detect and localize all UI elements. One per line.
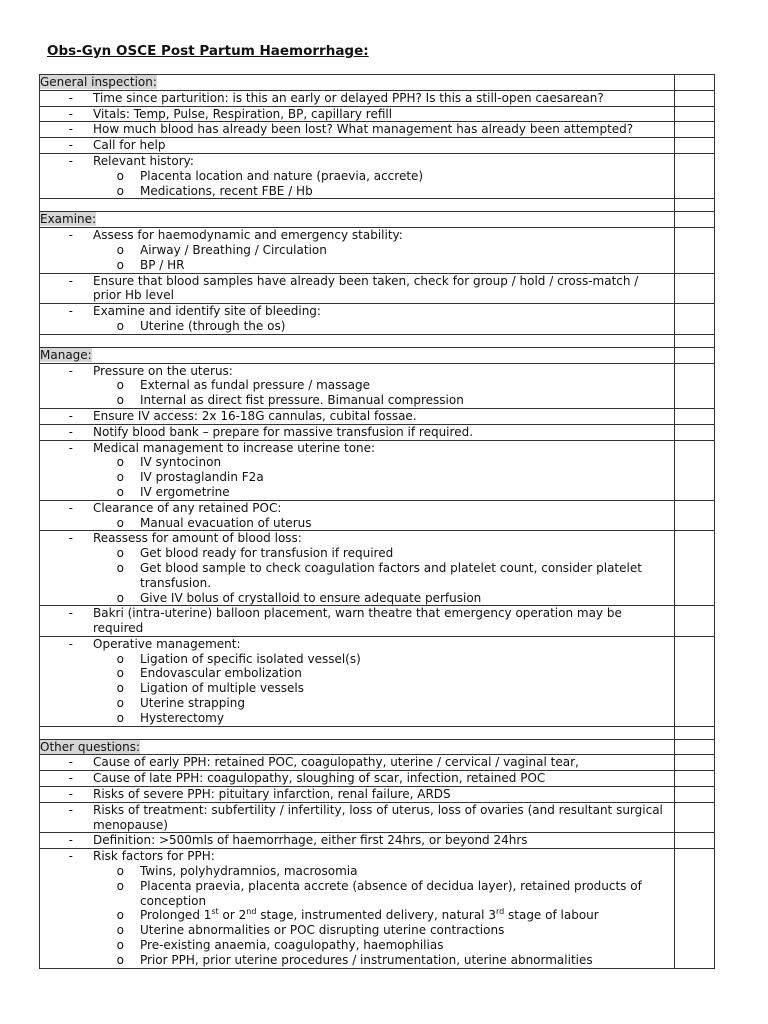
sub-item-text: Airway / Breathing / Circulation bbox=[140, 242, 327, 257]
dash-bullet: - bbox=[68, 787, 73, 802]
sub-item-text: Uterine (through the os) bbox=[140, 318, 286, 333]
sub-item bbox=[40, 258, 674, 273]
checklist-row bbox=[40, 363, 715, 408]
item-text: Cause of early PPH: retained POC, coagulopathy, uterine / cervical / vaginal tear, bbox=[93, 755, 579, 770]
item-text: Risks of treatment: subfertility / infertility, loss of uterus, loss of ovaries (and resultant surgical menopause) bbox=[93, 802, 663, 832]
list-item bbox=[40, 154, 674, 169]
circle-bullet: o bbox=[116, 908, 124, 923]
checklist-row bbox=[40, 755, 715, 771]
list-item bbox=[40, 501, 674, 516]
list-item bbox=[40, 91, 674, 106]
circle-bullet: o bbox=[116, 651, 124, 666]
item-text: How much blood has already been lost? What management has already been attempted? bbox=[93, 122, 634, 137]
checklist-row bbox=[40, 122, 715, 138]
circle-bullet: o bbox=[116, 590, 124, 605]
item-text: Examine and identify site of bleeding: bbox=[93, 304, 321, 319]
checklist-row bbox=[40, 228, 715, 273]
sub-item-text: Placenta praevia, placenta accrete (absence of decidua layer), retained products of conception bbox=[140, 878, 642, 908]
checklist-row bbox=[40, 771, 715, 787]
dash-bullet: - bbox=[68, 90, 73, 105]
list-item bbox=[40, 425, 674, 440]
item-text: Reassess for amount of blood loss: bbox=[93, 531, 302, 546]
checkbox-cell bbox=[675, 606, 715, 637]
list-item bbox=[40, 771, 674, 786]
sub-item-text: Twins, polyhydramnios, macrosomia bbox=[140, 864, 358, 879]
circle-bullet: o bbox=[116, 484, 124, 499]
sub-item-text: IV ergometrine bbox=[140, 484, 230, 499]
list-item bbox=[40, 228, 674, 243]
sub-item-text: External as fundal pressure / massage bbox=[140, 378, 370, 393]
checkbox-cell bbox=[675, 787, 715, 803]
dash-bullet: - bbox=[68, 802, 73, 817]
checklist-row bbox=[40, 833, 715, 849]
sub-item bbox=[40, 652, 674, 667]
checklist-row bbox=[40, 500, 715, 531]
item-text: Operative management: bbox=[93, 636, 241, 651]
checkbox-cell bbox=[675, 212, 715, 228]
checkbox-cell bbox=[675, 122, 715, 138]
sub-item-text: Internal as direct fist pressure. Bimanual compression bbox=[140, 393, 464, 408]
circle-bullet: o bbox=[116, 952, 124, 967]
dash-bullet: - bbox=[68, 849, 73, 864]
checkbox-cell bbox=[675, 347, 715, 363]
section-heading-row bbox=[40, 75, 715, 91]
sub-item-text: Prior PPH, prior uterine procedures / instrumentation, uterine abnormalities bbox=[140, 952, 593, 967]
section-heading-row bbox=[40, 739, 715, 755]
checklist-row bbox=[40, 787, 715, 803]
list-item bbox=[40, 803, 674, 833]
dash-bullet: - bbox=[68, 531, 73, 546]
item-text: Clearance of any retained POC: bbox=[93, 500, 282, 515]
dash-bullet: - bbox=[68, 424, 73, 439]
sub-item bbox=[40, 485, 674, 500]
list-item bbox=[40, 107, 674, 122]
circle-bullet: o bbox=[116, 168, 124, 183]
item-text: Assess for haemodynamic and emergency stability: bbox=[93, 228, 403, 243]
checklist-row bbox=[40, 153, 715, 198]
sub-item bbox=[40, 711, 674, 726]
sub-item bbox=[40, 561, 674, 591]
sub-item bbox=[40, 470, 674, 485]
circle-bullet: o bbox=[116, 393, 124, 408]
checkbox-cell bbox=[675, 849, 715, 968]
item-text: Cause of late PPH: coagulopathy, sloughing of scar, infection, retained POC bbox=[93, 771, 546, 786]
section-heading: Manage: bbox=[40, 347, 92, 362]
checklist-row bbox=[40, 273, 715, 304]
list-item bbox=[40, 274, 674, 304]
circle-bullet: o bbox=[116, 938, 124, 953]
circle-bullet: o bbox=[116, 560, 124, 575]
sub-item-text: Uterine abnormalities or POC disrupting uterine contractions bbox=[140, 923, 505, 938]
spacer-row bbox=[40, 334, 715, 347]
circle-bullet: o bbox=[116, 546, 124, 561]
dash-bullet: - bbox=[68, 755, 73, 770]
sub-item-text: IV syntocinon bbox=[140, 455, 222, 470]
dash-bullet: - bbox=[68, 408, 73, 423]
sub-item bbox=[40, 516, 674, 531]
item-text: Time since parturition: is this an early or delayed PPH? Is this a still-open caesarean? bbox=[93, 90, 604, 105]
sub-item bbox=[40, 169, 674, 184]
dash-bullet: - bbox=[68, 440, 73, 455]
checkbox-cell bbox=[675, 363, 715, 408]
circle-bullet: o bbox=[116, 318, 124, 333]
item-text: Call for help bbox=[93, 138, 166, 153]
sub-item-text: Hysterectomy bbox=[140, 710, 224, 725]
sub-item bbox=[40, 681, 674, 696]
section-heading: General inspection: bbox=[40, 75, 157, 89]
dash-bullet: - bbox=[68, 636, 73, 651]
dash-bullet: - bbox=[68, 106, 73, 121]
list-item bbox=[40, 606, 674, 636]
sub-item bbox=[40, 696, 674, 711]
circle-bullet: o bbox=[116, 242, 124, 257]
item-text: Definition: >500mls of haemorrhage, either first 24hrs, or beyond 24hrs bbox=[93, 833, 528, 848]
item-text: Risks of severe PPH: pituitary infarction, renal failure, ARDS bbox=[93, 787, 451, 802]
dash-bullet: - bbox=[68, 771, 73, 786]
checklist-row bbox=[40, 138, 715, 154]
sub-item bbox=[40, 666, 674, 681]
checkbox-cell bbox=[675, 424, 715, 440]
list-item bbox=[40, 531, 674, 546]
item-text: Relevant history: bbox=[93, 153, 194, 168]
list-item bbox=[40, 364, 674, 379]
list-item bbox=[40, 833, 674, 848]
checkbox-cell bbox=[675, 739, 715, 755]
item-text: Risk factors for PPH: bbox=[93, 849, 215, 864]
circle-bullet: o bbox=[116, 710, 124, 725]
circle-bullet: o bbox=[116, 378, 124, 393]
checkbox-cell bbox=[675, 75, 715, 91]
circle-bullet: o bbox=[116, 455, 124, 470]
sub-item bbox=[40, 393, 674, 408]
checkbox-cell bbox=[675, 90, 715, 106]
section-heading-row bbox=[40, 212, 715, 228]
sub-item bbox=[40, 546, 674, 561]
circle-bullet: o bbox=[116, 257, 124, 272]
checklist-row bbox=[40, 304, 715, 335]
sub-item-text: IV prostaglandin F2a bbox=[140, 470, 264, 485]
sub-item bbox=[40, 953, 674, 968]
spacer-row bbox=[40, 199, 715, 212]
sub-item-text: Give IV bolus of crystalloid to ensure adequate perfusion bbox=[140, 590, 482, 605]
sub-item-text: Ligation of specific isolated vessel(s) bbox=[140, 651, 361, 666]
item-text: Vitals: Temp, Pulse, Respiration, BP, capillary refill bbox=[93, 106, 393, 121]
list-item bbox=[40, 441, 674, 456]
checkbox-cell bbox=[675, 273, 715, 304]
list-item bbox=[40, 304, 674, 319]
sub-item-text: Medications, recent FBE / Hb bbox=[140, 183, 313, 198]
circle-bullet: o bbox=[116, 183, 124, 198]
sub-item-text: Placenta location and nature (praevia, accrete) bbox=[140, 168, 424, 183]
circle-bullet: o bbox=[116, 470, 124, 485]
section-heading-row bbox=[40, 347, 715, 363]
circle-bullet: o bbox=[116, 864, 124, 879]
checkbox-cell bbox=[675, 304, 715, 335]
list-item bbox=[40, 637, 674, 652]
checklist-row bbox=[40, 106, 715, 122]
checkbox-cell bbox=[675, 755, 715, 771]
sub-item bbox=[40, 879, 674, 909]
sub-item-text: Manual evacuation of uterus bbox=[140, 515, 312, 530]
checkbox-cell bbox=[675, 228, 715, 273]
sub-item-text: Prolonged 1st or 2nd stage, instrumented delivery, natural 3rd stage of labour bbox=[140, 907, 599, 923]
sub-item-text: Endovascular embolization bbox=[140, 666, 302, 681]
dash-bullet: - bbox=[68, 228, 73, 243]
sub-item-text: Uterine strapping bbox=[140, 696, 245, 711]
circle-bullet: o bbox=[116, 666, 124, 681]
checkbox-cell bbox=[675, 636, 715, 726]
list-item bbox=[40, 849, 674, 864]
sub-item bbox=[40, 938, 674, 953]
circle-bullet: o bbox=[116, 515, 124, 530]
checklist-row bbox=[40, 606, 715, 637]
dash-bullet: - bbox=[68, 304, 73, 319]
item-text: Ensure that blood samples have already been taken, check for group / hold / cross-match / prior Hb level bbox=[93, 273, 639, 303]
checkbox-cell bbox=[675, 771, 715, 787]
sub-item-text: Get blood sample to check coagulation factors and platelet count, consider platelet transfusion. bbox=[140, 560, 642, 590]
checklist-row bbox=[40, 90, 715, 106]
section-heading: Examine: bbox=[40, 212, 97, 227]
dash-bullet: - bbox=[68, 500, 73, 515]
dash-bullet: - bbox=[68, 833, 73, 848]
item-text: Bakri (intra-uterine) balloon placement, warn theatre that emergency operation may be required bbox=[93, 606, 622, 636]
checklist-row bbox=[40, 408, 715, 424]
checkbox-cell bbox=[675, 500, 715, 531]
circle-bullet: o bbox=[116, 696, 124, 711]
list-item bbox=[40, 409, 674, 424]
sub-item bbox=[40, 864, 674, 879]
checklist-row bbox=[40, 424, 715, 440]
dash-bullet: - bbox=[68, 363, 73, 378]
sub-item-text: Get blood ready for transfusion if required bbox=[140, 546, 394, 561]
dash-bullet: - bbox=[68, 153, 73, 168]
checklist-row bbox=[40, 531, 715, 606]
sub-item bbox=[40, 184, 674, 199]
checkbox-cell bbox=[675, 531, 715, 606]
sub-item bbox=[40, 591, 674, 606]
list-item bbox=[40, 138, 674, 153]
section-heading: Other questions: bbox=[40, 739, 141, 754]
list-item bbox=[40, 755, 674, 770]
sub-item bbox=[40, 908, 674, 923]
sub-item-text: Ligation of multiple vessels bbox=[140, 681, 304, 696]
list-item bbox=[40, 122, 674, 137]
sub-item bbox=[40, 319, 674, 334]
sub-item bbox=[40, 923, 674, 938]
sub-item-text: BP / HR bbox=[140, 257, 185, 272]
dash-bullet: - bbox=[68, 138, 73, 153]
sub-item bbox=[40, 378, 674, 393]
circle-bullet: o bbox=[116, 681, 124, 696]
dash-bullet: - bbox=[68, 273, 73, 288]
checkbox-cell bbox=[675, 408, 715, 424]
checklist-row bbox=[40, 440, 715, 500]
sub-item bbox=[40, 243, 674, 258]
dash-bullet: - bbox=[68, 122, 73, 137]
checkbox-cell bbox=[675, 138, 715, 154]
checkbox-cell bbox=[675, 106, 715, 122]
checkbox-cell bbox=[675, 153, 715, 198]
checkbox-cell bbox=[675, 802, 715, 833]
dash-bullet: - bbox=[68, 606, 73, 621]
checklist-row bbox=[40, 802, 715, 833]
checklist-row bbox=[40, 636, 715, 726]
item-text: Notify blood bank – prepare for massive transfusion if required. bbox=[93, 424, 474, 439]
checkbox-cell bbox=[675, 440, 715, 500]
item-text: Medical management to increase uterine tone: bbox=[93, 440, 376, 455]
document-title: Obs-Gyn OSCE Post Partum Haemorrhage: bbox=[47, 43, 369, 59]
sub-item bbox=[40, 455, 674, 470]
item-text: Pressure on the uterus: bbox=[93, 363, 233, 378]
osce-checklist-table bbox=[39, 74, 715, 969]
circle-bullet: o bbox=[116, 878, 124, 893]
list-item bbox=[40, 787, 674, 802]
circle-bullet: o bbox=[116, 923, 124, 938]
sub-item-text: Pre-existing anaemia, coagulopathy, haemophilias bbox=[140, 938, 444, 953]
checklist-row bbox=[40, 849, 715, 968]
spacer-row bbox=[40, 726, 715, 739]
item-text: Ensure IV access: 2x 16-18G cannulas, cubital fossae. bbox=[93, 408, 417, 423]
checkbox-cell bbox=[675, 833, 715, 849]
